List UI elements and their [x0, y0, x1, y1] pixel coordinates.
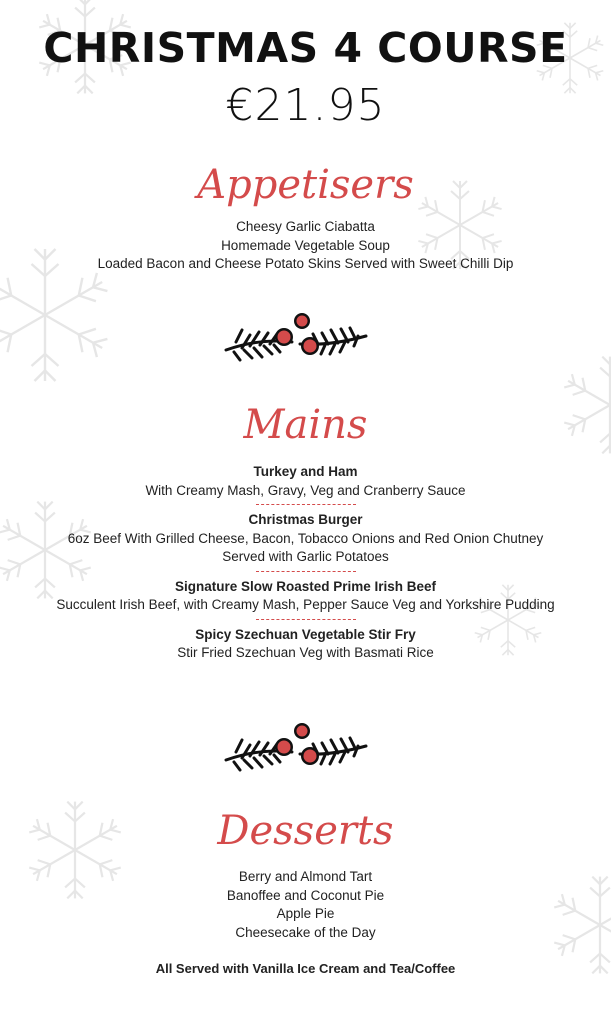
desserts-heading: Desserts — [217, 808, 394, 854]
menu-price: €21.95 — [225, 80, 386, 131]
item-description: Succulent Irish Beef, with Creamy Mash, Pepper Sauce Veg and Yorkshire Pudding — [56, 597, 555, 612]
list-item: Cheesecake of the Day — [235, 924, 376, 940]
desserts-list — [0, 868, 611, 942]
list-item — [0, 578, 611, 615]
page-title: CHRISTMAS 4 COURSE — [43, 24, 568, 72]
item-description: 6oz Beef With Grilled Cheese, Bacon, Tobacco Onions and Red Onion Chutney — [67, 530, 544, 546]
holly-sprig-icon — [220, 312, 372, 362]
footer-note: All Served with Vanilla Ice Cream and Tea/Coffee — [155, 961, 456, 976]
dashed-divider — [256, 504, 356, 505]
list-item: Loaded Bacon and Cheese Potato Skins Served with Sweet Chilli Dip — [97, 256, 514, 271]
item-name: Spicy Szechuan Vegetable Stir Fry — [195, 626, 416, 642]
holly-sprig-icon — [220, 722, 372, 772]
dashed-divider — [256, 571, 356, 572]
list-item — [0, 511, 611, 567]
mains-list — [0, 463, 611, 663]
list-item: Berry and Almond Tart — [238, 869, 373, 884]
mains-heading: Mains — [243, 402, 368, 448]
appetisers-heading: Appetisers — [197, 162, 414, 208]
list-item: Apple Pie — [276, 906, 335, 921]
item-description: Stir Fried Szechuan Veg with Basmati Rice — [177, 645, 434, 660]
list-item — [0, 463, 611, 500]
item-name: Signature Slow Roasted Prime Irish Beef — [174, 578, 437, 594]
dashed-divider — [256, 619, 356, 620]
item-description: With Creamy Mash, Gravy, Veg and Cranberry Sauce — [145, 482, 466, 498]
item-description: Served with Garlic Potatoes — [222, 549, 389, 564]
item-name: Christmas Burger — [248, 512, 363, 527]
list-item — [0, 626, 611, 663]
list-item: Cheesy Garlic Ciabatta — [236, 219, 375, 234]
list-item: Banoffee and Coconut Pie — [226, 887, 385, 903]
list-item: Homemade Vegetable Soup — [221, 237, 390, 253]
item-name: Turkey and Ham — [253, 464, 358, 479]
appetisers-list — [0, 218, 611, 274]
